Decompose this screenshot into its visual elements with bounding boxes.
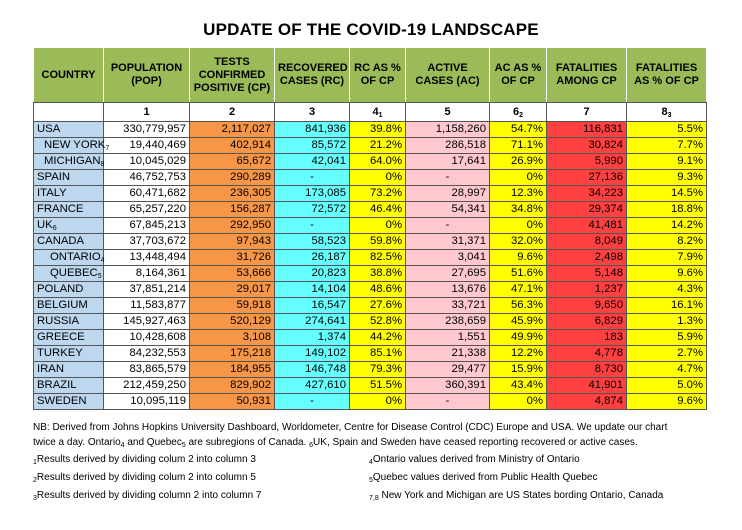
tests-cell: 2,117,027 [190,122,275,138]
fat-pct-cell: 7.7% [627,138,707,154]
ac-pct-cell: 71.1% [490,138,547,154]
fat-pct-cell: 9.3% [627,170,707,186]
country-cell: CANADA [34,234,104,250]
recovered-cell: 146,748 [275,362,350,378]
country-cell: ITALY [34,186,104,202]
fat-pct-cell: 14.5% [627,186,707,202]
fatalities-cell: 183 [547,330,627,346]
fatalities-cell: 6,829 [547,314,627,330]
fat-pct-cell: 5.5% [627,122,707,138]
population-cell: 10,045,029 [104,154,190,170]
country-cell: NEW $YORK_7$ [34,138,104,154]
fatalities-cell: 116,831 [547,122,627,138]
table-row [34,378,707,394]
tests-cell: 156,287 [190,202,275,218]
header-fat-pct: FATALITIES AS % OF CP [627,48,707,103]
fat-pct-cell: 5.9% [627,330,707,346]
recovered-cell: 26,187 [275,250,350,266]
active-cell: 13,676 [406,282,490,298]
fat-pct-cell: 7.9% [627,250,707,266]
active-cell: 17,641 [406,154,490,170]
header-ac-pct: AC AS % OF CP [490,48,547,103]
table-row [34,266,707,282]
active-cell: 3,041 [406,250,490,266]
recovered-cell: 58,523 [275,234,350,250]
fatalities-cell: 2,498 [547,250,627,266]
table-row [34,234,707,250]
table-row [34,122,707,138]
population-cell: 13,448,494 [104,250,190,266]
rc-pct-cell: 85.1% [350,346,406,362]
recovered-cell: 14,104 [275,282,350,298]
rc-pct-cell: 51.5% [350,378,406,394]
note-source: NB: Derived from Johns Hopkins University Dashboard, Worldometer, Centre for Disease Control (CDC) Europe and USA. We update our chart [33,422,668,433]
fatalities-cell: 8,730 [547,362,627,378]
ac-pct-cell: 12.3% [490,186,547,202]
fatalities-cell: 8,049 [547,234,627,250]
population-cell: 46,752,753 [104,170,190,186]
fatalities-cell: 9,650 [547,298,627,314]
table-row [34,250,707,266]
population-cell: 212,459,250 [104,378,190,394]
fatalities-cell: 5,148 [547,266,627,282]
table-row [34,170,707,186]
note-3: $_3$Results derived by dividing column 2 into column 7 [33,489,262,502]
active-cell: 33,721 [406,298,490,314]
active-cell: 54,341 [406,202,490,218]
population-cell: 19,440,469 [104,138,190,154]
table-row [34,202,707,218]
ac-pct-cell: 51.6% [490,266,547,282]
rc-pct-cell: 0% [350,394,406,410]
fatalities-cell: 27,136 [547,170,627,186]
rc-pct-cell: 64.0% [350,154,406,170]
ac-pct-cell: 0% [490,170,547,186]
fat-pct-cell: 18.8% [627,202,707,218]
ac-pct-cell: 34.8% [490,202,547,218]
column-number: $8_3$ [627,103,707,122]
country-cell: $UK_6$ [34,218,104,234]
tests-cell: 402,914 [190,138,275,154]
ac-pct-cell: 54.7% [490,122,547,138]
population-cell: 60,471,682 [104,186,190,202]
header-active: ACTIVE CASES (AC) [406,48,490,103]
tests-cell: 29,017 [190,282,275,298]
fatalities-cell: 30,824 [547,138,627,154]
table-row [34,362,707,378]
active-cell: - [406,394,490,410]
column-number: 1 [104,103,190,122]
header-rc-pct: RC AS % OF CP [350,48,406,103]
recovered-cell: - [275,394,350,410]
population-cell: 330,779,957 [104,122,190,138]
population-cell: 67,845,213 [104,218,190,234]
rc-pct-cell: 48.6% [350,282,406,298]
column-number [34,103,104,122]
population-cell: 37,703,672 [104,234,190,250]
recovered-cell: 427,610 [275,378,350,394]
population-cell: 65,257,220 [104,202,190,218]
recovered-cell: 274,641 [275,314,350,330]
population-cell: 10,095,119 [104,394,190,410]
population-cell: 84,232,553 [104,346,190,362]
note-7-8: $_{7,8}$ New York and Michigan are US States bording Ontario, Canada [369,489,664,502]
tests-cell: 292,950 [190,218,275,234]
ac-pct-cell: 47.1% [490,282,547,298]
ac-pct-cell: 15.9% [490,362,547,378]
population-cell: 8,164,361 [104,266,190,282]
fat-pct-cell: 4.3% [627,282,707,298]
population-cell: 37,851,214 [104,282,190,298]
column-number-row [34,103,707,122]
fat-pct-cell: 1.3% [627,314,707,330]
tests-cell: 175,218 [190,346,275,362]
country-cell: $QUEBEC_5$ [34,266,104,282]
column-number: 7 [547,103,627,122]
country-cell: BELGIUM [34,298,104,314]
fat-pct-cell: 9.1% [627,154,707,170]
header-fatalities: FATALITIES AMONG CP [547,48,627,103]
active-cell: 1,551 [406,330,490,346]
table-row [34,218,707,234]
tests-cell: 184,955 [190,362,275,378]
recovered-cell: 85,572 [275,138,350,154]
country-cell: IRAN [34,362,104,378]
rc-pct-cell: 52.8% [350,314,406,330]
recovered-cell: 72,572 [275,202,350,218]
covid-table [33,47,707,410]
recovered-cell: 173,085 [275,186,350,202]
note-subregions: twice a day. Ontario$_4$ and Quebec$_5$ are subregions of Canada. $_6$UK, Spain and Sweden have ceased reporting recovered or active cases. [33,437,638,449]
ac-pct-cell: 45.9% [490,314,547,330]
country-cell: FRANCE [34,202,104,218]
rc-pct-cell: 79.3% [350,362,406,378]
active-cell: 31,371 [406,234,490,250]
country-cell: SWEDEN [34,394,104,410]
table-row [34,282,707,298]
population-cell: 10,428,608 [104,330,190,346]
rc-pct-cell: 82.5% [350,250,406,266]
active-cell: 360,391 [406,378,490,394]
header-tests: TESTS CONFIRMED POSITIVE (CP) [190,48,275,103]
ac-pct-cell: 56.3% [490,298,547,314]
column-number: 2 [190,103,275,122]
table-row [34,186,707,202]
fatalities-cell: 1,237 [547,282,627,298]
recovered-cell: 1,374 [275,330,350,346]
table-row [34,314,707,330]
country-cell: BRAZIL [34,378,104,394]
ac-pct-cell: 0% [490,218,547,234]
country-cell: GREECE [34,330,104,346]
header-country: COUNTRY [34,48,104,103]
tests-cell: 97,943 [190,234,275,250]
ac-pct-cell: 12.2% [490,346,547,362]
ac-pct-cell: 9.6% [490,250,547,266]
footnotes [33,420,713,504]
tests-cell: 59,918 [190,298,275,314]
rc-pct-cell: 21.2% [350,138,406,154]
ac-pct-cell: 32.0% [490,234,547,250]
country-cell: TURKEY [34,346,104,362]
active-cell: - [406,170,490,186]
population-cell: 145,927,463 [104,314,190,330]
note-1: $_1$Results derived by dividing colum 2 into column 3 [33,453,256,466]
recovered-cell: 20,823 [275,266,350,282]
fat-pct-cell: 2.7% [627,346,707,362]
recovered-cell: 841,936 [275,122,350,138]
country-cell: POLAND [34,282,104,298]
fat-pct-cell: 8.2% [627,234,707,250]
rc-pct-cell: 44.2% [350,330,406,346]
rc-pct-cell: 59.8% [350,234,406,250]
tests-cell: 290,289 [190,170,275,186]
note-5: $_5$Quebec values derived from Public Health Quebec [369,471,598,484]
fatalities-cell: 4,874 [547,394,627,410]
rc-pct-cell: 0% [350,218,406,234]
active-cell: 29,477 [406,362,490,378]
fat-pct-cell: 9.6% [627,266,707,282]
tests-cell: 31,726 [190,250,275,266]
country-cell: RUSSIA [34,314,104,330]
population-cell: 11,583,877 [104,298,190,314]
rc-pct-cell: 0% [350,170,406,186]
rc-pct-cell: 46.4% [350,202,406,218]
ac-pct-cell: 43.4% [490,378,547,394]
column-number: 3 [275,103,350,122]
tests-cell: 3,108 [190,330,275,346]
note-4: $_4$Ontario values derived from Ministry of Ontario [369,453,580,466]
fatalities-cell: 4,778 [547,346,627,362]
rc-pct-cell: 27.6% [350,298,406,314]
fatalities-cell: 41,901 [547,378,627,394]
ac-pct-cell: 49.9% [490,330,547,346]
active-cell: 21,338 [406,346,490,362]
country-cell: $ONTARIO_4$ [34,250,104,266]
active-cell: 27,695 [406,266,490,282]
recovered-cell: - [275,218,350,234]
tests-cell: 236,305 [190,186,275,202]
column-number: $6_2$ [490,103,547,122]
active-cell: 28,997 [406,186,490,202]
rc-pct-cell: 39.8% [350,122,406,138]
fatalities-cell: 5,990 [547,154,627,170]
active-cell: 286,518 [406,138,490,154]
header-recovered: RECOVERED CASES (RC) [275,48,350,103]
header-row [34,48,707,103]
fatalities-cell: 34,223 [547,186,627,202]
population-cell: 83,865,579 [104,362,190,378]
note-2: $_2$Results derived by dividing colum 2 into column 5 [33,471,256,484]
fat-pct-cell: 4.7% [627,362,707,378]
active-cell: 1,158,260 [406,122,490,138]
rc-pct-cell: 38.8% [350,266,406,282]
recovered-cell: 42,041 [275,154,350,170]
fat-pct-cell: 9.6% [627,394,707,410]
recovered-cell: 149,102 [275,346,350,362]
recovered-cell: 16,547 [275,298,350,314]
page-title: UPDATE OF THE COVID-19 LANDSCAPE [203,20,539,39]
column-number: 5 [406,103,490,122]
tests-cell: 520,129 [190,314,275,330]
table-row [34,394,707,410]
fatalities-cell: 41,481 [547,218,627,234]
table-row [34,298,707,314]
tests-cell: 50,931 [190,394,275,410]
country-cell: USA [34,122,104,138]
active-cell: 238,659 [406,314,490,330]
country-cell: SPAIN [34,170,104,186]
tests-cell: 65,672 [190,154,275,170]
active-cell: - [406,218,490,234]
recovered-cell: - [275,170,350,186]
ac-pct-cell: 26.9% [490,154,547,170]
ac-pct-cell: 0% [490,394,547,410]
table-row [34,154,707,170]
fat-pct-cell: 16.1% [627,298,707,314]
column-number: $4_1$ [350,103,406,122]
tests-cell: 53,666 [190,266,275,282]
table-row [34,138,707,154]
fat-pct-cell: 14.2% [627,218,707,234]
country-cell: $MICHIGAN_8$ [34,154,104,170]
table-row [34,346,707,362]
table-row [34,330,707,346]
fatalities-cell: 29,374 [547,202,627,218]
tests-cell: 829,902 [190,378,275,394]
rc-pct-cell: 73.2% [350,186,406,202]
fat-pct-cell: 5.0% [627,378,707,394]
header-population: POPULATION (POP) [104,48,190,103]
